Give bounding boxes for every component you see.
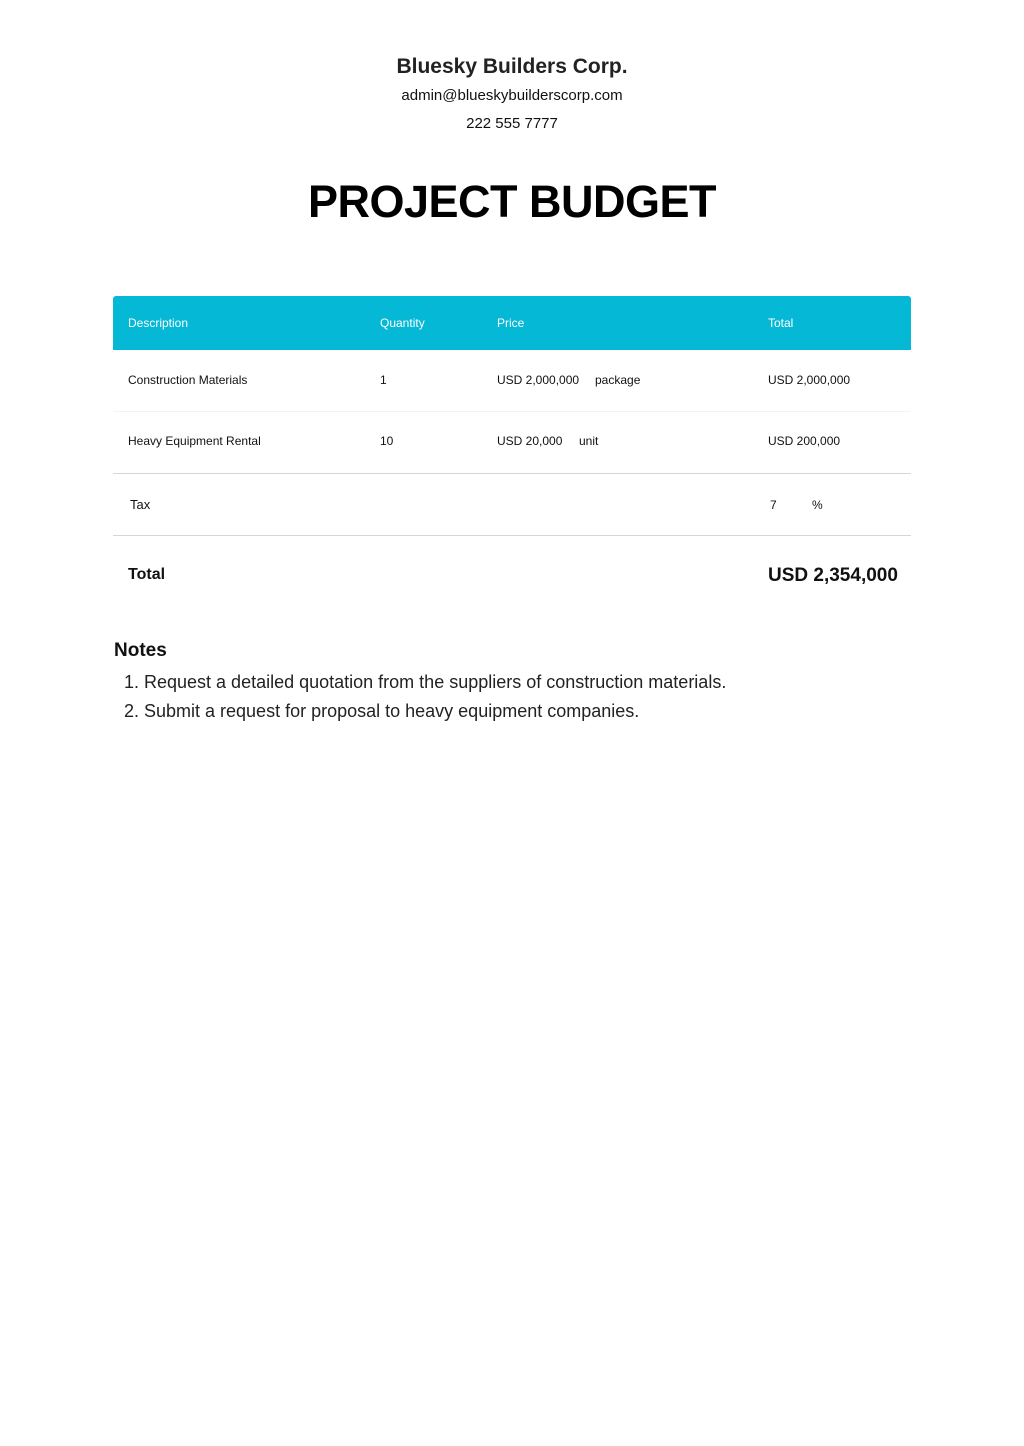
notes-section <box>114 640 914 726</box>
header-description: Description <box>128 316 189 330</box>
row-quantity: 1 <box>380 373 387 387</box>
row-total: USD 200,000 <box>768 434 841 448</box>
notes-title: Notes <box>114 640 167 661</box>
tax-value: 7 <box>770 498 777 512</box>
grand-total-label: Total <box>128 566 166 583</box>
row-price: USD 20,000 <box>497 434 563 448</box>
row-description: Heavy Equipment Rental <box>128 434 261 448</box>
list-item: 1. Request a detailed quotation from the suppliers of construction materials. <box>144 668 914 697</box>
table-row <box>113 350 911 412</box>
tax-label: Tax <box>130 497 151 512</box>
tax-row <box>113 474 911 536</box>
grand-total-value: USD 2,354,000 <box>768 565 898 586</box>
row-price-unit: package <box>595 373 641 387</box>
table-header-row <box>113 296 911 350</box>
row-description: Construction Materials <box>128 373 248 387</box>
notes-list <box>114 668 914 726</box>
tax-unit: % <box>812 498 823 512</box>
table-row <box>113 412 911 474</box>
row-price: USD 2,000,000 <box>497 373 580 387</box>
grand-total-row <box>113 536 911 616</box>
header-quantity: Quantity <box>380 316 425 330</box>
row-price-unit: unit <box>579 434 599 448</box>
document-title: PROJECT BUDGET <box>307 176 717 227</box>
company-header <box>0 54 1024 135</box>
row-quantity: 10 <box>380 434 394 448</box>
header-total: Total <box>768 316 794 330</box>
budget-table <box>113 296 911 616</box>
company-name: Bluesky Builders Corp. <box>396 55 628 78</box>
row-total: USD 2,000,000 <box>768 373 851 387</box>
list-item: 2. Submit a request for proposal to heavy equipment companies. <box>144 697 914 726</box>
company-email: admin@blueskybuilderscorp.com <box>401 87 623 104</box>
header-price: Price <box>497 316 525 330</box>
company-phone: 222 555 7777 <box>466 115 558 132</box>
